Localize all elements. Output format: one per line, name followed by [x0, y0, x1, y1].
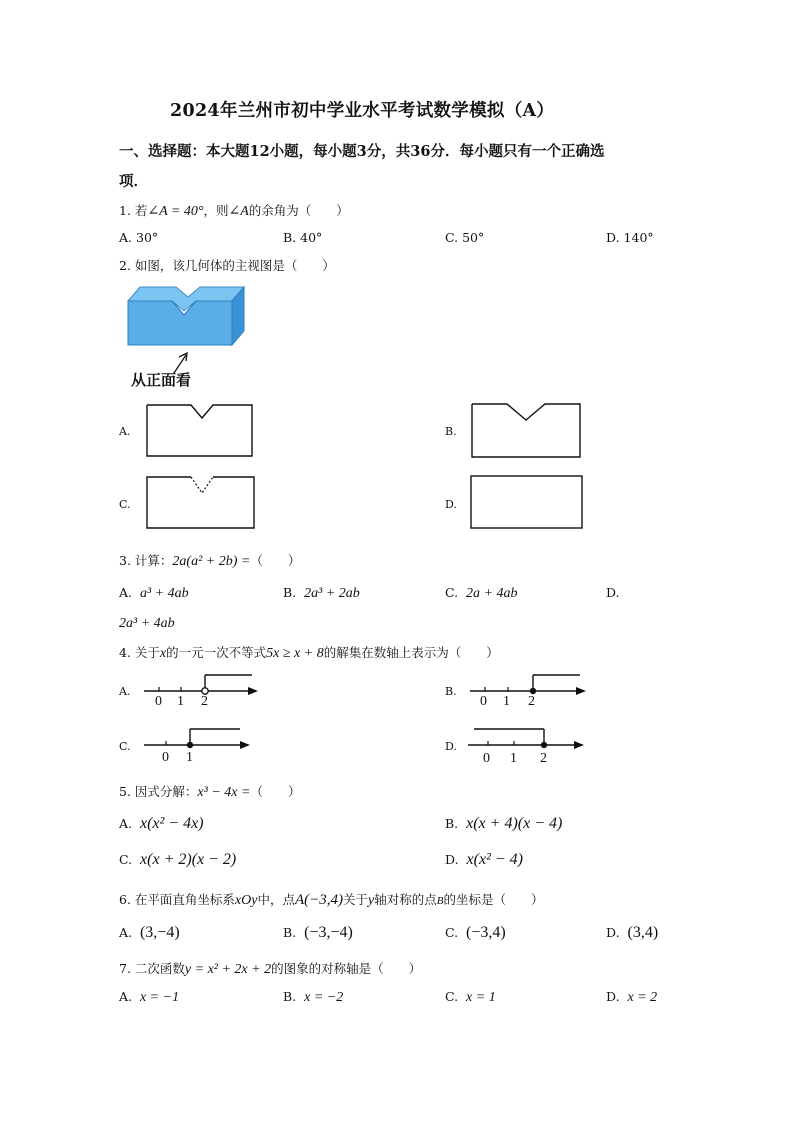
q4b-tick-1: 1 — [503, 694, 510, 709]
q2-option-a[interactable]: A. — [119, 425, 131, 438]
question-2: 2. 如图，该几何体的主视图是（ ） — [119, 258, 335, 273]
q5-option-b[interactable]: B. x(x + 4)(x − 4) — [445, 815, 563, 832]
q4-option-d[interactable]: D. — [445, 740, 457, 753]
question-5: 5. 因式分解：x³ − 4x =（ ） — [119, 784, 301, 800]
q4d-tick-2: 2 — [540, 751, 547, 766]
q3-option-d-label[interactable]: D. — [606, 585, 620, 600]
q5-option-a[interactable]: A. x(x² − 4x) — [119, 815, 204, 832]
section-heading: 一、选择题：本大题12小题，每小题3分，共36分．每小题只有一个正确选 — [119, 143, 605, 160]
figure-caption: 从正面看 — [131, 371, 192, 389]
q4c-tick-1: 1 — [186, 750, 193, 765]
q5-option-d[interactable]: D. x(x² − 4) — [445, 851, 523, 868]
q2-option-c-view[interactable] — [146, 476, 256, 530]
q4a-tick-2: 2 — [201, 694, 208, 709]
q4a-tick-1: 1 — [177, 694, 184, 709]
q4c-tick-0: 0 — [162, 750, 169, 765]
q1-option-c[interactable]: C. 50° — [445, 230, 485, 245]
q5-option-c[interactable]: C. x(x + 2)(x − 2) — [119, 851, 237, 868]
section-heading-cont: 项． — [119, 173, 148, 190]
question-7: 7. 二次函数y = x² + 2x + 2的图象的对称轴是（ ） — [119, 961, 422, 977]
q2-option-a-view[interactable] — [146, 404, 254, 458]
q7-option-d[interactable]: D. x = 2 — [606, 989, 658, 1005]
q4-option-a[interactable]: A. — [119, 685, 131, 698]
question-6: 6. 在平面直角坐标系xOy中，点A(−3,4)关于y轴对称的点B的坐标是（ ） — [119, 892, 544, 908]
q4d-tick-1: 1 — [510, 751, 517, 766]
q1-option-b[interactable]: B. 40° — [283, 230, 323, 245]
page-title: 2024年兰州市初中学业水平考试数学模拟（A） — [170, 101, 555, 121]
q4b-tick-2: 2 — [528, 694, 535, 709]
q2-option-d[interactable]: D. — [445, 498, 457, 511]
q1-option-a[interactable]: A. 30° — [119, 230, 159, 245]
q2-option-b[interactable]: B. — [445, 425, 457, 438]
q3-option-c[interactable]: C. 2a + 4ab — [445, 585, 518, 601]
q6-option-d[interactable]: D. (3,4) — [606, 924, 659, 941]
q3-option-b[interactable]: B. 2a³ + 2ab — [283, 585, 360, 601]
q3-option-a[interactable]: A. a³ + 4ab — [119, 585, 189, 601]
q7-option-b[interactable]: B. x = −2 — [283, 989, 344, 1005]
q6-option-c[interactable]: C. (−3,4) — [445, 924, 506, 941]
q1-option-d[interactable]: D. 140° — [606, 230, 654, 245]
q6-option-b[interactable]: B. (−3,−4) — [283, 924, 353, 941]
q2-option-b-view[interactable] — [471, 403, 581, 459]
q4-option-c[interactable]: C. — [119, 740, 131, 753]
question-4: 4. 关于x的一元一次不等式5x ≥ x + 8的解集在数轴上表示为（ ） — [119, 645, 499, 661]
question-3: 3. 计算：2a(a² + 2b) =（ ） — [119, 553, 301, 569]
q4d-tick-0: 0 — [483, 751, 490, 766]
question-1: 1. 若∠A = 40°，则∠A的余角为（ ） — [119, 203, 349, 219]
q7-option-a[interactable]: A. x = −1 — [119, 989, 180, 1005]
q3-option-d[interactable]: 2a³ + 4ab — [119, 616, 175, 631]
solid-figure — [126, 285, 248, 375]
q4-option-b[interactable]: B. — [445, 685, 457, 698]
q7-option-c[interactable]: C. x = 1 — [445, 989, 496, 1005]
q2-option-d-view[interactable] — [470, 475, 584, 531]
q4a-tick-0: 0 — [155, 694, 162, 709]
q4b-tick-0: 0 — [480, 694, 487, 709]
q2-option-c[interactable]: C. — [119, 498, 131, 511]
q6-option-a[interactable]: A. (3,−4) — [119, 924, 180, 941]
